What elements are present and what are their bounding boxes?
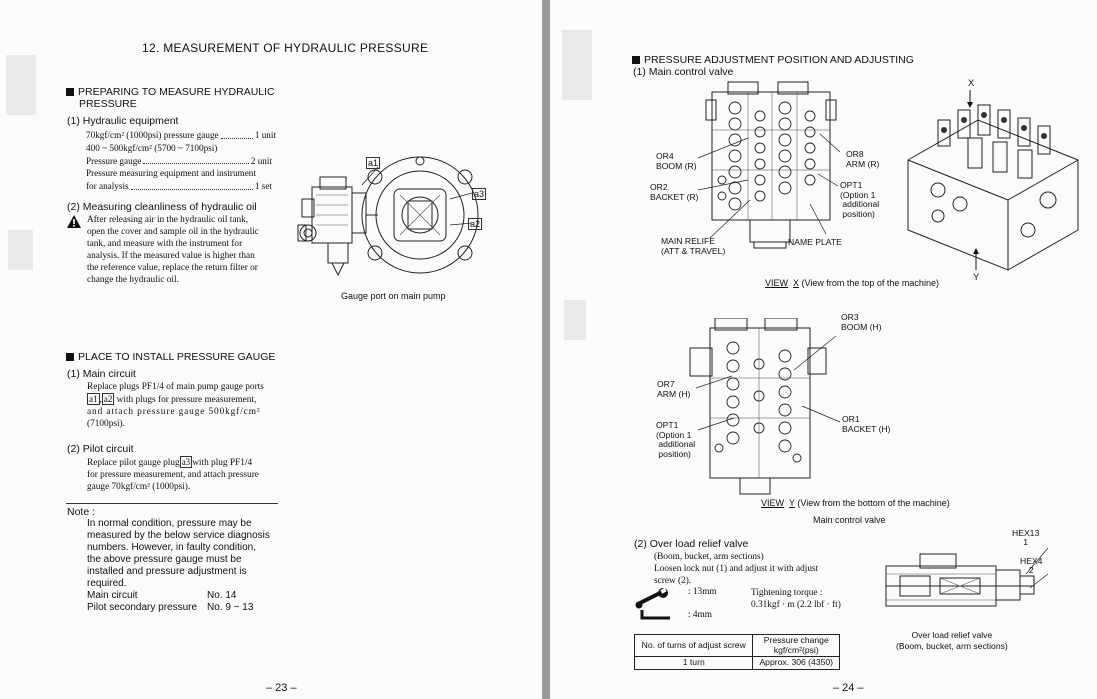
prep-heading: PREPARING TO MEASURE HYDRAULIC [66,86,275,98]
view-y-caption: VIEW Y (View from the bottom of the machine) [761,498,950,508]
pilot-circuit-heading: (2) Pilot circuit [67,443,134,455]
place-heading: PLACE TO INSTALL PRESSURE GAUGE [66,351,275,363]
text-line: analysis. If the measured value is higher than [87,251,255,261]
axis-x-label: X [968,78,975,89]
main-circuit-heading: (1) Main circuit [67,368,136,380]
text-line: numbers. However, in faulty condition, [87,542,256,553]
mcv-subheading: (1) Main control valve [633,66,734,78]
label-opt1-bottom: OPT1 (Option 1 additional position) [656,420,696,459]
control-valve-iso-view [898,80,1097,280]
torque-value: 0.31kgf · m (2.2 lbf · ft) [751,600,841,610]
bullet-square-icon [66,88,74,96]
pressure-change-table [634,634,840,670]
text-line: a1 , a2 with plugs for pressure measurement, [89,394,257,405]
pump-port-label-a3: a3 [474,189,485,199]
bullet-square-icon [632,56,640,64]
label-or2: OR2 BACKET (R) [650,182,699,202]
label-or4: OR4 BOOM (R) [656,151,697,171]
equipment-row: 70kgf/cm² (1000psi) pressure gauge 1 unit [86,130,276,140]
page-title: 12. MEASUREMENT OF HYDRAULIC PRESSURE [142,41,429,55]
scan-smudge [8,230,33,270]
torque-label: Tightening torque : [751,588,823,598]
table-header: Pressure change kgf/cm²(psi) [753,635,840,657]
equipment-list [86,129,276,193]
main-pump-drawing [290,155,490,285]
text-line: Loosen lock nut (1) and adjust it with adjust [654,564,819,574]
prep-heading-cont: PRESSURE [79,98,137,110]
text-line: installed and pressure adjustment is [87,566,247,577]
port-label-a2: a2 [103,394,113,404]
torque-spec [751,587,841,611]
cleanliness-heading: (2) Measuring cleanliness of hydraulic oil [67,201,257,213]
port-label-a1: a1 [89,394,98,404]
axis-y-label: Y [973,272,980,283]
text-line: measured by the below service diagnosis [87,530,270,541]
bullet-square-icon [66,353,74,361]
equipment-heading: (1) Hydraulic equipment [67,115,179,127]
pump-port-label-a1: a1 [368,158,379,168]
text-line: for pressure measurement, and attach pressure [87,470,259,480]
equipment-row: 400 ~ 500kgf/cm² (5700 ~ 7100psi) [86,142,218,153]
diagnosis-table [87,590,253,614]
text-line: (Boom, bucket, arm sections) [654,552,764,562]
note-text [87,518,270,590]
wrench-size: : 13mm [688,587,717,597]
label-main-relief: MAIN RELIFE (ATT & TRAVEL) [661,236,726,256]
scan-smudge [564,300,586,340]
text-line: open the cover and sample oil in the hydraulic [87,227,259,237]
page-number: – 24 – [833,682,864,694]
right-page [550,0,1097,699]
label-or1: OR1 BACKET (H) [842,414,891,434]
left-page [0,0,542,699]
label-or3: OR3 BOOM (H) [841,312,882,332]
hex4-label: HEX4 2 [1020,556,1043,576]
scan-smudge [6,55,36,115]
text-line: the reference value, replace the return filter or [87,263,258,273]
cleanliness-text [87,214,259,286]
note-divider [66,503,278,504]
equipment-row: for analysis 1 set [86,181,272,192]
equipment-row: Pressure measuring equipment and instrument [86,168,256,179]
text-line: Replace plugs PF1/4 of main pump gauge ports [87,382,264,392]
diagnosis-row: Main circuit No. 14 [87,590,237,601]
table-cell: Approx. 306 (4350) [753,657,840,670]
overload-heading: (2) Over load relief valve [634,538,749,550]
text-line: tank, and measure with the instrument for [87,239,243,249]
pump-port-label-a2: a2 [470,219,481,229]
label-name-plate: NAME PLATE [788,237,842,247]
table-row [635,657,840,670]
table-header: No. of turns of adjust screw [635,635,753,657]
hex-size: : 4mm [688,610,713,620]
equipment-row: Pressure gauge 2 unit [86,155,272,166]
text-line: Replace pilot gauge plug a3 with plug PF1/4 [87,457,253,468]
text-line: and attach pressure gauge 500kgf/cm² [87,407,261,417]
table-header-row [635,635,840,657]
text-line: change the hydraulic oil. [87,275,179,285]
scan-smudge [562,30,592,100]
label-or7: OR7 ARM (H) [657,379,691,399]
hex-key-icon [638,606,674,624]
label-opt1-top: OPT1 (Option 1 additional position) [840,180,880,219]
label-or8: OR8 ARM (R) [846,149,880,169]
text-line: required. [87,578,127,589]
diagnosis-row: Pilot secondary pressure No. 9 ~ 13 [87,602,254,613]
text-line: screw (2). [654,576,692,586]
text-line: In normal condition, pressure may be [87,518,252,529]
pilot-circuit-text [87,456,259,493]
table-cell: 1 turn [635,657,753,670]
overload-caption: Over load relief valve (Boom, bucket, arm sections) [896,630,1008,652]
view-x-caption: VIEW X (View from the top of the machine) [765,278,939,288]
page-number: – 23 – [266,682,297,694]
text-line: gauge 70kgf/cm² (1000psi). [87,482,191,492]
adjustment-heading: PRESSURE ADJUSTMENT POSITION AND ADJUSTING [632,54,914,66]
mcv-caption: Main control valve [813,515,886,525]
overload-text [654,551,818,587]
hex13-label: HEX13 1 [1012,528,1040,548]
leader-lines-bottom [690,330,860,450]
note-label: Note : [67,506,96,518]
text-line: the above pressure gauge must be [87,554,242,565]
text-line: After releasing air in the hydraulic oil tank, [87,215,249,225]
warning-icon [67,215,81,228]
main-circuit-text [87,381,264,430]
port-label-a3: a3 [181,457,191,467]
pump-caption: Gauge port on main pump [341,291,446,301]
text-line: (7100psi). [87,419,125,429]
